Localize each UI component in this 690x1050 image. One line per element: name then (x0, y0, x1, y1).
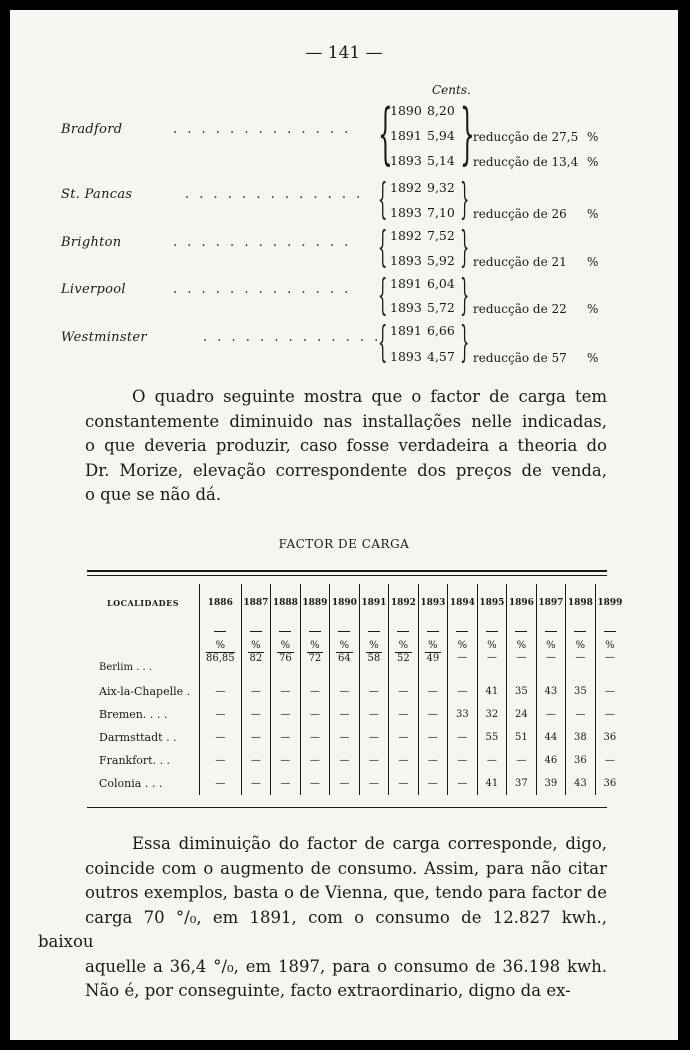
underline-dash (309, 631, 321, 632)
price-value: 5,72 (427, 300, 455, 315)
table-row (87, 772, 624, 795)
underline-dash (604, 631, 616, 632)
leader-dots: . . . . . . . . . . . . . (185, 186, 364, 202)
paragraph-2 (38, 832, 607, 1004)
column-header-year: 1886 (200, 584, 242, 622)
column-header-year: 1888 (271, 584, 301, 622)
city-name: Bradford (61, 122, 123, 137)
right-brace: } (460, 95, 475, 172)
leader-dots: . . . . . . . . . . . . . (173, 282, 352, 297)
underline-dash (368, 631, 380, 632)
table-cell: — (507, 749, 537, 772)
column-header-year: 1887 (241, 584, 271, 622)
column-header-year: 1890 (330, 584, 360, 622)
cell-value: — (486, 652, 497, 663)
table-cell: — (359, 772, 389, 795)
table-cell: — (418, 749, 448, 772)
table-cell: — (389, 703, 419, 726)
table-cell: 36 (595, 726, 624, 749)
percent-sign: % (487, 640, 497, 651)
year: 1893 (390, 300, 422, 315)
left-brace: { (378, 222, 388, 271)
leader-dots: . . . . . . . . . . . . . (203, 330, 382, 345)
year: 1893 (390, 205, 422, 220)
table-cell: — (241, 772, 271, 795)
table-caption: FACTOR DE CARGA (278, 537, 410, 551)
table-cell: 33 (448, 703, 478, 726)
price-value: 6,04 (427, 276, 455, 291)
table-cell: — (595, 680, 624, 703)
cell-value: — (516, 652, 527, 663)
table-cell: 35 (566, 680, 596, 703)
paragraph-1 (85, 385, 607, 508)
text-line: constantemente diminuido nas installações nelle indicadas, (85, 411, 607, 431)
year: 1891 (390, 323, 422, 338)
right-brace: } (460, 174, 470, 223)
column-header-year: 1893 (418, 584, 448, 622)
table-row (87, 703, 624, 726)
leader-dots: . . . . . . . . . . . . . (173, 122, 352, 137)
cell-value: — (457, 652, 468, 663)
table-cell: 37 (507, 772, 537, 795)
table-cell: — (330, 703, 360, 726)
column-header-year: 1894 (448, 584, 478, 622)
table-cell (477, 640, 507, 680)
table-cell: — (536, 703, 566, 726)
cell-value: — (575, 652, 586, 663)
table-cell (359, 640, 389, 680)
percent-sign: % (587, 255, 599, 269)
reduction-note: reducção de 21 (473, 255, 567, 269)
city-name: St. Pancas (61, 186, 133, 202)
document-page (10, 10, 678, 1040)
percent-sign: % (516, 640, 527, 651)
price-value: 4,57 (427, 349, 455, 364)
table-cell (507, 640, 537, 680)
city-name: Liverpool (61, 282, 126, 297)
table-cell (241, 640, 271, 680)
table-cell: — (300, 680, 330, 703)
table-cell: — (200, 772, 242, 795)
table-cell (448, 640, 478, 680)
row-label: Bremen. . . . (99, 708, 168, 721)
cents-label: Cents. (432, 83, 471, 97)
table-row (87, 749, 624, 772)
table-cell: — (359, 726, 389, 749)
underline-dash (279, 631, 291, 632)
percent-sign: % (605, 640, 615, 651)
percent-sign: % (587, 302, 599, 316)
year: 1892 (390, 180, 422, 195)
table-cell: — (330, 772, 360, 795)
price-value: 8,20 (427, 103, 455, 118)
underline-dash (486, 631, 498, 632)
percent-sign: % (398, 640, 409, 651)
table-cell (330, 640, 360, 680)
table-cell: — (477, 749, 507, 772)
underline-dash (545, 631, 557, 632)
reduction-note: reducção de 22 (473, 302, 567, 316)
table-cell: — (241, 680, 271, 703)
cell-value: 49 (426, 653, 440, 664)
year: 1892 (390, 228, 422, 243)
text-line: aquelle a 36,4 °/₀, em 1897, para o consumo de 36.198 kwh. (85, 956, 607, 976)
table-cell: — (359, 680, 389, 703)
year: 1893 (390, 349, 422, 364)
table-cell: 35 (507, 680, 537, 703)
table-cell: — (200, 703, 242, 726)
city-name: Brighton (61, 234, 122, 250)
percent-sign: % (369, 640, 379, 651)
right-brace: } (460, 222, 470, 271)
table-cell (200, 640, 242, 680)
table-cell: — (389, 726, 419, 749)
cell-value: 86,85 (206, 653, 235, 664)
price-value: 5,92 (427, 253, 455, 268)
column-header-year: 1895 (477, 584, 507, 622)
table-cell: — (448, 772, 478, 795)
reduction-note: reducção de 13,4 (473, 155, 579, 169)
table-cell: 24 (507, 703, 537, 726)
table-cell: — (389, 772, 419, 795)
right-brace: } (460, 270, 470, 319)
table-cell: 51 (507, 726, 537, 749)
underline-dash (427, 631, 439, 632)
percent-sign: % (457, 640, 468, 651)
table-cell (389, 640, 419, 680)
table-cell: — (300, 703, 330, 726)
row-label: Colonia . . . (99, 777, 163, 790)
price-value: 9,32 (427, 180, 455, 195)
row-label: Frankfort. . . (99, 754, 171, 767)
underline-dash (574, 631, 586, 632)
header-underline-row (87, 622, 624, 640)
table-bottom-rule (87, 807, 607, 808)
reduction-note: reducção de 26 (473, 207, 567, 221)
table-cell: — (241, 726, 271, 749)
text-line: o que deveria produzir, caso fosse verdadeira a theoria do (85, 436, 607, 455)
row-label: Aix-la-Chapelle . (99, 685, 191, 698)
percent-sign: % (251, 640, 261, 651)
table-cell: — (359, 703, 389, 726)
price-value: 7,10 (427, 205, 455, 220)
underline-dash (515, 631, 527, 632)
table-cell: 41 (477, 772, 507, 795)
column-header-year: 1892 (389, 584, 419, 622)
price-value: 5,94 (427, 128, 455, 143)
row-label: Darmsttadt . . (99, 731, 177, 744)
page-number: — 141 — (305, 43, 383, 63)
underline-dash (250, 631, 262, 632)
percent-sign: % (215, 640, 226, 651)
table-cell: — (359, 749, 389, 772)
reduction-note: reducção de 27,5 (473, 130, 579, 144)
table-row (87, 680, 624, 703)
table-cell (536, 640, 566, 680)
table-cell (595, 640, 624, 680)
percent-sign: % (575, 640, 586, 651)
text-line: o que se não dá. (85, 485, 222, 504)
year: 1893 (390, 253, 422, 268)
table-cell: — (389, 680, 419, 703)
table-cell: — (200, 680, 242, 703)
underline-dash (397, 631, 409, 632)
table-cell: — (418, 772, 448, 795)
table-row (87, 640, 624, 680)
cell-value: — (545, 652, 556, 663)
table-cell: — (595, 749, 624, 772)
table-cell: — (271, 749, 301, 772)
column-header-year: 1889 (300, 584, 330, 622)
table-cell: — (300, 749, 330, 772)
column-header-year: 1897 (536, 584, 566, 622)
year: 1893 (390, 153, 422, 168)
table-cell (271, 640, 301, 680)
table-cell: — (448, 749, 478, 772)
text-line: carga 70 °/₀, em 1891, com o consumo de 12.827 kwh., baixou (38, 907, 607, 951)
percent-sign: % (587, 207, 599, 221)
table-cell (418, 640, 448, 680)
table-cell: 38 (566, 726, 596, 749)
text-line: outros exemplos, basta o de Vienna, que, tendo para factor de (85, 883, 607, 902)
reduction-note: reducção de 57 (473, 351, 567, 365)
table-row (87, 726, 624, 749)
table-cell: — (330, 726, 360, 749)
table-cell: — (418, 726, 448, 749)
year: 1891 (390, 128, 422, 143)
table-cell (566, 640, 596, 680)
table-cell: — (595, 703, 624, 726)
underline-dash (456, 631, 468, 632)
table-cell: — (300, 772, 330, 795)
factor-de-carga-table (87, 584, 624, 795)
table-cell: — (418, 680, 448, 703)
cell-value: 58 (367, 653, 381, 664)
leader-dots: . . . . . . . . . . . . . (173, 234, 352, 250)
table-cell: — (300, 726, 330, 749)
table-cell: 36 (595, 772, 624, 795)
table-cell: 41 (477, 680, 507, 703)
table-cell: — (389, 749, 419, 772)
table-cell: 44 (536, 726, 566, 749)
table-cell (300, 640, 330, 680)
year: 1891 (390, 276, 422, 291)
city-name: Westminster (61, 330, 147, 345)
percent-sign: % (280, 640, 291, 651)
column-header-year: 1899 (595, 584, 624, 622)
table-cell: — (271, 703, 301, 726)
percent-sign: % (587, 155, 599, 169)
price-value: 5,14 (427, 153, 455, 168)
underline-dash (214, 631, 226, 632)
left-brace: { (378, 95, 393, 172)
table-cell: — (418, 703, 448, 726)
cell-value: 72 (308, 653, 322, 664)
row-label: Berlim . . . (99, 662, 152, 673)
cell-value: 82 (249, 653, 263, 664)
table-cell: 36 (566, 749, 596, 772)
left-brace: { (378, 270, 388, 319)
percent-sign: % (587, 351, 599, 365)
price-value: 6,66 (427, 323, 455, 338)
right-brace: } (460, 317, 470, 366)
cell-value: 52 (397, 653, 410, 664)
column-header-year: 1896 (507, 584, 537, 622)
left-brace: { (378, 174, 388, 223)
underline-dash (338, 631, 350, 632)
table-cell: 46 (536, 749, 566, 772)
column-header-year: 1891 (359, 584, 389, 622)
table-top-rule-thin (87, 575, 607, 576)
table-cell: — (271, 726, 301, 749)
percent-sign: % (546, 640, 556, 651)
table-cell: — (241, 749, 271, 772)
table-cell: — (241, 703, 271, 726)
table-cell: — (200, 726, 242, 749)
table-cell: — (200, 749, 242, 772)
text-line: Dr. Morize, elevação correspondente dos preços de venda, (85, 460, 607, 480)
cell-value: — (604, 652, 615, 663)
cell-value: 64 (338, 653, 351, 664)
table-cell: — (448, 680, 478, 703)
text-line: O quadro seguinte mostra que o factor de carga tem (132, 387, 607, 406)
table-cell: 39 (536, 772, 566, 795)
percent-sign: % (310, 640, 320, 651)
column-header-year: 1898 (566, 584, 596, 622)
percent-sign: % (428, 640, 438, 651)
text-line: Não é, por conseguinte, facto extraordinario, digno da ex- (85, 981, 571, 1000)
text-line: coincide com o augmento de consumo. Assim, para não citar (85, 858, 607, 878)
year: 1890 (390, 103, 422, 118)
percent-sign: % (587, 130, 599, 144)
table-top-rule (87, 570, 607, 572)
text-line: Essa diminuição do factor de carga corresponde, digo, (132, 834, 607, 853)
cell-value: 76 (279, 653, 292, 664)
price-value: 7,52 (427, 228, 455, 243)
table-cell: — (448, 726, 478, 749)
table-cell: — (566, 703, 596, 726)
table-cell: — (330, 680, 360, 703)
table-cell: — (271, 680, 301, 703)
table-cell: — (330, 749, 360, 772)
table-cell: 43 (536, 680, 566, 703)
column-header-localidades: LOCALIDADES (107, 598, 179, 608)
table-cell: 43 (566, 772, 596, 795)
table-cell: 55 (477, 726, 507, 749)
table-cell: 32 (477, 703, 507, 726)
percent-sign: % (339, 640, 350, 651)
left-brace: { (378, 317, 388, 366)
table-cell: — (271, 772, 301, 795)
